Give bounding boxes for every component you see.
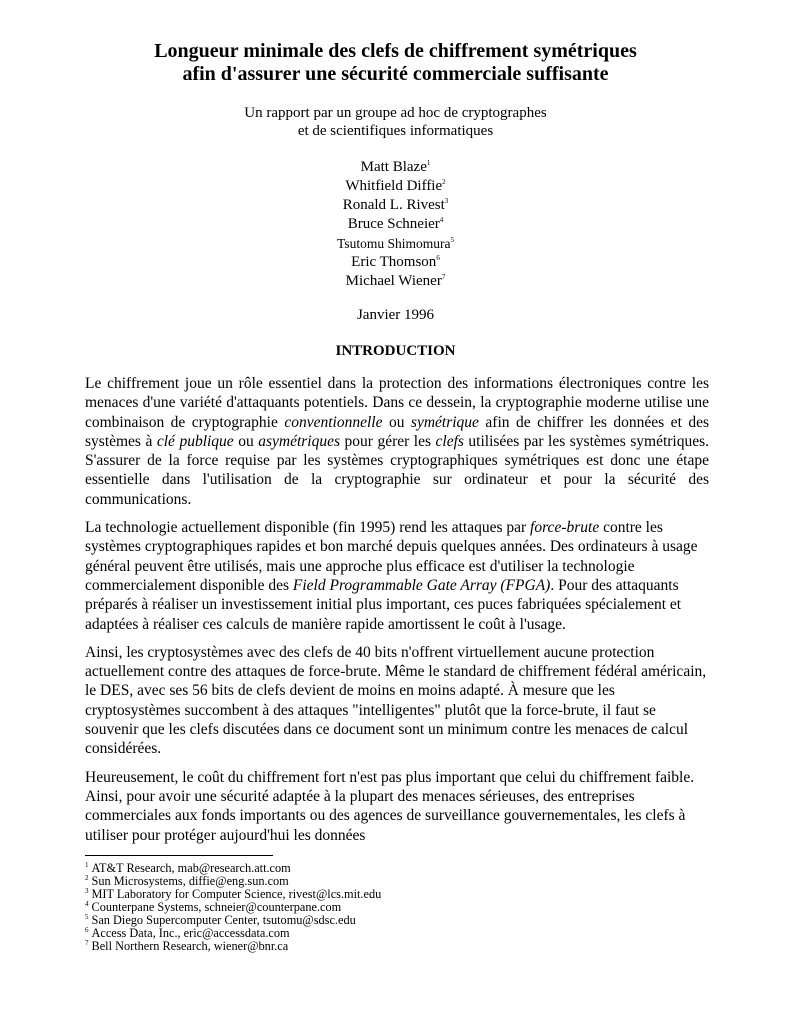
footnote-ref: 3 [444,197,449,205]
footnote-text: Sun Microsystems, diffie@eng.sun.com [91,873,289,888]
footnote-number: 5 [85,912,89,921]
footnote-ref: 2 [442,178,446,186]
title-line-2: afin d'assurer une sécurité commerciale suffisante [182,63,609,85]
footnote-text: AT&T Research, mab@research.att.com [91,860,291,875]
author-name: Tsutomu Shimomura [337,236,451,251]
author [0,177,791,196]
emphasized-text: asymétriques [258,432,341,450]
author [0,158,791,177]
author-name: Eric Thomson [351,254,437,270]
author-name: Whitfield Diffie [345,178,443,194]
footnote-ref: 6 [436,254,440,262]
footnote-text: Counterpane Systems, schneier@counterpane.com [91,899,342,914]
footnote-number: 4 [85,899,89,908]
author [0,272,791,291]
author-name: Ronald L. Rivest [342,197,445,213]
paragraph [85,374,709,509]
subtitle-line-2: et de scientifiques informatiques [297,123,494,139]
paragraph [85,518,709,634]
footnote-text: Bell Northern Research, wiener@bnr.ca [91,938,289,953]
text-segment: pour gérer les [340,432,436,450]
text-segment: . Pour des attaquants préparés à réaliser un investissement initial plus important, ces puces fabriquées spécialement et adaptées à réaliser ces calculs de manière rapide amortissent le coût à l'usage. [85,576,682,633]
emphasized-text: symétrique [410,413,479,431]
date: Janvier 1996 [356,307,435,323]
footnote-ref: 5 [450,236,454,244]
footnote-number: 3 [85,886,89,895]
footnote-divider [85,855,273,856]
author-list [0,158,791,291]
emphasized-text: force-brute [530,519,600,537]
footnote-ref: 7 [441,273,446,281]
footnote-text: Access Data, Inc., eric@accessdata.com [91,925,290,940]
subtitle [0,104,791,140]
text-segment: Le chiffrement joue un rôle essentiel dans la protection des informations électroniques contre les menaces d'une variété d'attaquants potentiels. Dans ce dessein, la cryptographie moderne utilise une combinaison de cryptographie [85,375,709,431]
footnote-ref: 1 [426,159,431,167]
title-line-1: Longueur minimale des clefs de chiffrement symétriques [154,40,637,62]
paragraph [85,768,709,845]
text-segment: La technologie actuellement disponible (fin 1995) rend les attaques par [85,519,531,537]
footnote-number: 7 [85,938,89,947]
footnote-number: 1 [85,860,89,869]
emphasized-text: conventionnelle [284,413,383,431]
author-name: Michael Wiener [345,273,442,289]
author-name: Bruce Schneier [347,216,440,232]
author [0,196,791,215]
footnote-ref: 4 [439,216,444,224]
footnote-number: 2 [85,873,89,882]
footnote-text: MIT Laboratory for Computer Science, rivest@lcs.mit.edu [91,886,382,901]
body-text [85,374,709,845]
text-segment: utilisées par les systèmes symétriques. S'assurer de la force requise par les systèmes cryptographiques symétriques est donc une étape essentielle dans l'utilisation de la cryptographie sur ordinateur et pour la sécurité des communications. [85,432,710,508]
author-name: Matt Blaze [360,159,427,175]
text-segment: ou [233,432,259,450]
text-segment: Heureusement, le coût du chiffrement fort n'est pas plus important que celui du chiffrement faible. Ainsi, pour avoir une sécurité adaptée à la plupart des menaces sérieuses, des entreprises commerciales aux fonds importants ou des agences de surveillance gouvernementales, les clefs à utiliser pour protéger aujourd'hui les données [85,768,695,844]
section-heading: INTRODUCTION [335,343,456,359]
text-segment: ou [382,413,411,431]
author [0,253,791,272]
paragraph [85,643,709,759]
footnote [85,940,791,953]
emphasized-text: Field Programmable Gate Array (FPGA) [292,576,551,594]
footnotes [85,862,791,963]
emphasized-text: clé publique [156,432,234,450]
author [0,215,791,234]
footnote-number: 6 [85,925,89,934]
footnote-text: San Diego Supercomputer Center, tsutomu@sdsc.edu [91,912,356,927]
subtitle-line-1: Un rapport par un groupe ad hoc de cryptographes [244,105,547,121]
text-segment: afin de chiffrer les données et des systèmes à [85,413,710,450]
text-segment: contre les systèmes cryptographiques rapides et bon marché depuis quelques années. Des ordinateurs à usage général peuvent être utilisés, mais une approche plus efficace est d'utiliser la technologie commercialement disponible des [85,519,698,594]
emphasized-text: clefs [435,432,464,450]
document-title [0,40,791,86]
author [0,234,791,253]
text-segment: Ainsi, les cryptosystèmes avec des clefs de 40 bits n'offrent virtuellement aucune protection actuellement contre des attaques de force-brute. Même le standard de chiffrement fédéral américain, le DES, avec ses 56 bits de clefs devient de moins en moins adapté. À mesure que les cryptosystèmes succombent à des attaques "intelligentes" plutôt que la force-brute, il faut se souvenir que les clefs discutées dans ce document sont un minimum contre les menaces de calcul considérées. [85,643,707,758]
